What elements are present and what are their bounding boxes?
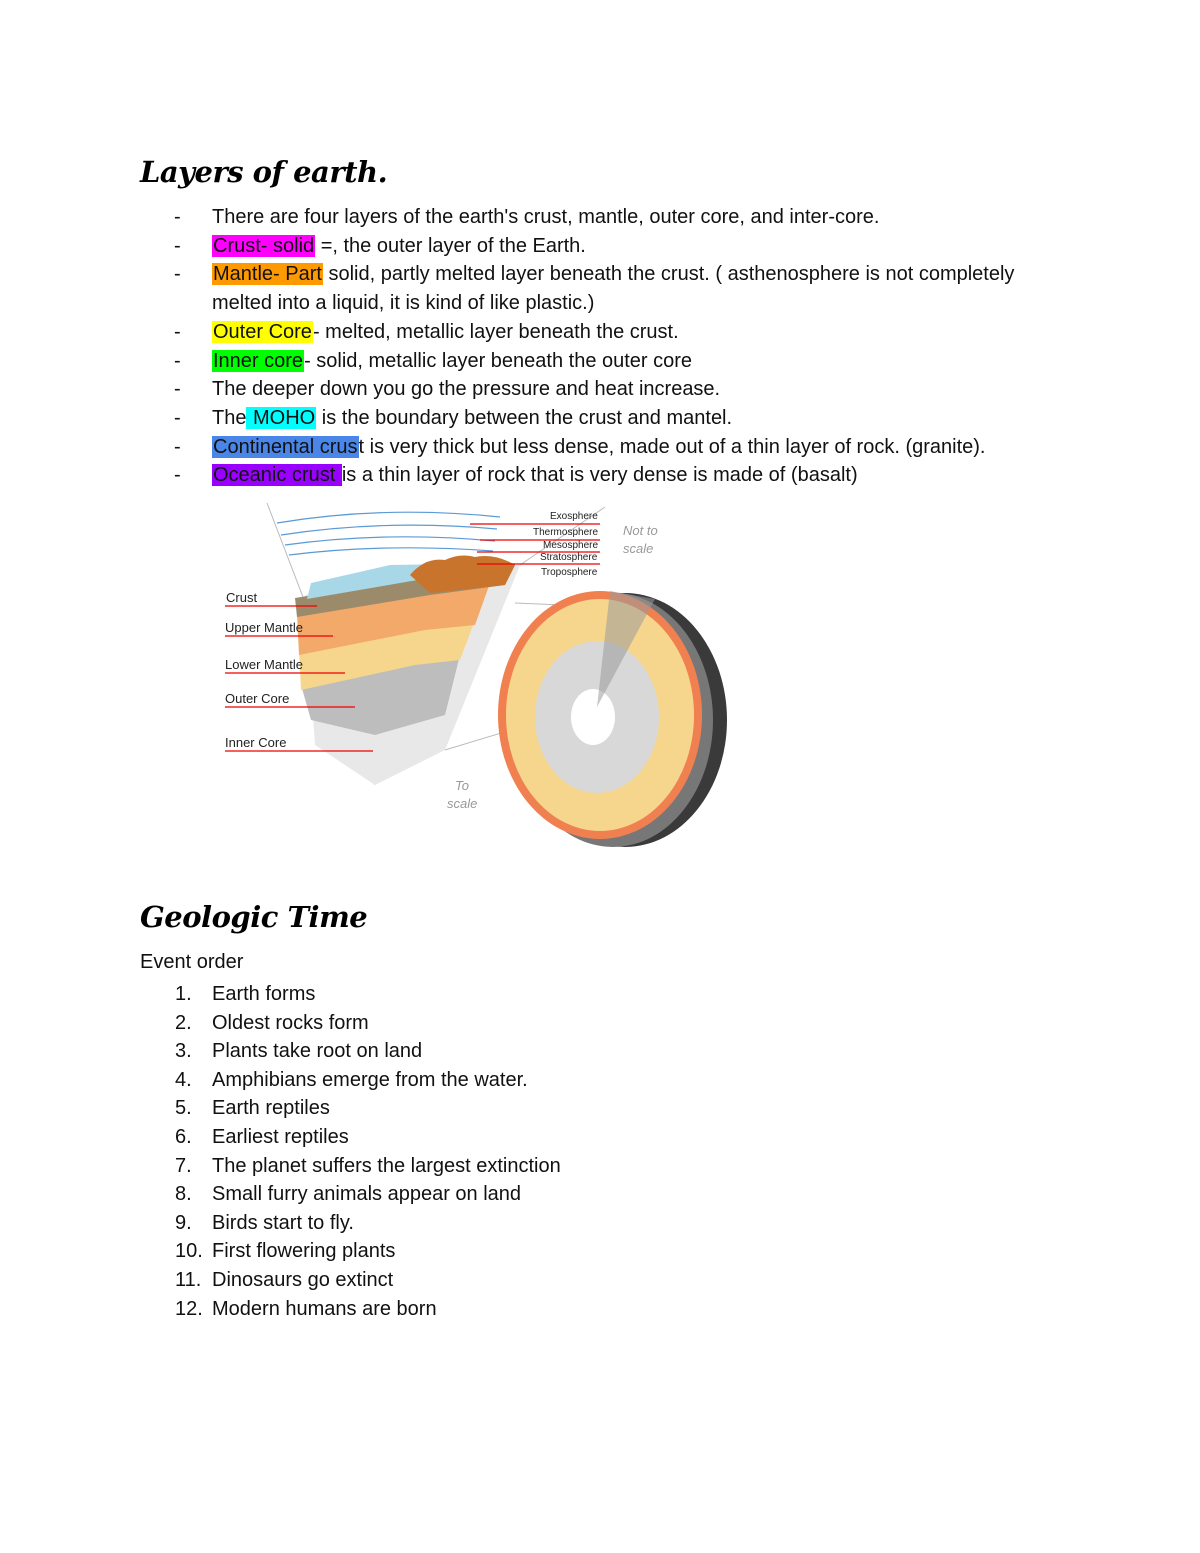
event-number: 3. [175, 1040, 192, 1063]
highlighted-term: MOHO [247, 406, 316, 429]
bullet-item [172, 232, 1072, 261]
bullet-item [172, 433, 1072, 462]
to-scale-line1: To [455, 778, 469, 793]
bullet-dash: - [174, 320, 181, 343]
bullet-item [172, 318, 1072, 347]
event-order-label: Event order [140, 951, 244, 973]
event-item [172, 1209, 872, 1238]
event-item [172, 1066, 872, 1095]
atmosphere-arc-2 [281, 525, 497, 535]
event-number: 10. [175, 1240, 203, 1263]
highlighted-term: Oceanic crust [213, 464, 341, 487]
bullet-item [172, 461, 1072, 490]
bullet-item [172, 203, 1072, 232]
layer-label-upper-mantle: Upper Mantle [225, 620, 304, 635]
event-number: 1. [175, 983, 192, 1005]
bullet-text: There are four layers of the earth's crust, mantle, outer core, and inter-core. [212, 206, 880, 228]
event-item [172, 1295, 872, 1324]
bullet-dash: - [174, 349, 181, 372]
event-number: 6. [175, 1125, 192, 1148]
to-scale-line2: scale [447, 796, 478, 811]
bullet-dash: - [174, 464, 181, 487]
event-number: 2. [175, 1011, 192, 1034]
event-number: 12. [175, 1297, 203, 1320]
highlighted-term: Outer Core [213, 320, 312, 343]
bullet-text: is a thin layer of rock that is very dense is made of (basalt) [341, 464, 858, 487]
not-to-scale-line1: Not to [623, 523, 658, 538]
atmosphere-label-troposphere: Troposphere [541, 567, 598, 578]
event-number: 4. [175, 1068, 192, 1091]
bullet-text: is the boundary between the crust and mantel. [316, 406, 733, 429]
bullet-prefix: The [212, 406, 247, 429]
layer-label-lower-mantle: Lower Mantle [225, 657, 304, 672]
event-text: Earliest reptiles [212, 1125, 349, 1148]
highlighted-term: Mantle- Part [213, 263, 322, 286]
event-item [172, 1094, 872, 1123]
bullet-dash: - [174, 234, 181, 257]
events-numbered-list [172, 980, 872, 1323]
event-text: Birds start to fly. [212, 1211, 354, 1234]
event-item [172, 1037, 872, 1066]
highlighted-term: Crust- solid [213, 234, 315, 257]
bullet-text: The deeper down you go the pressure and heat increase. [212, 378, 721, 401]
atmosphere-arc-1 [277, 512, 500, 523]
layers-bullet-list [172, 203, 1072, 490]
event-text: Oldest rocks form [212, 1011, 369, 1034]
event-number: 5. [175, 1097, 192, 1120]
bullet-dash: - [174, 378, 181, 401]
event-item [172, 1180, 872, 1209]
event-text: Dinosaurs go extinct [212, 1268, 394, 1291]
layer-label-outer-core: Outer Core [225, 691, 290, 706]
atmosphere-arc-4 [289, 548, 493, 555]
event-item [172, 1009, 872, 1038]
highlighted-term: Continental crus [213, 435, 358, 458]
bullet-text: =, the outer layer of the Earth. [315, 234, 586, 257]
bullet-dash: - [174, 263, 181, 286]
event-item [172, 980, 872, 1009]
event-text: Earth reptiles [212, 1097, 330, 1120]
bullet-dash: - [174, 206, 181, 228]
bullet-item [172, 260, 1072, 317]
event-text: Small furry animals appear on land [212, 1183, 522, 1206]
event-number: 9. [175, 1211, 192, 1234]
atmosphere-label-exosphere: Exosphere [550, 511, 598, 522]
layer-label-crust: Crust [226, 590, 258, 605]
highlighted-term: Inner core [213, 349, 304, 372]
event-item [172, 1123, 872, 1152]
section-title-layers: Layers of earth. [140, 155, 388, 189]
earth-layers-svg [215, 495, 745, 855]
not-to-scale-line2: scale [623, 541, 654, 556]
event-number: 8. [175, 1183, 192, 1206]
bullet-item [172, 404, 1072, 433]
atmosphere-label-thermosphere: Thermosphere [533, 527, 599, 538]
event-text: Amphibians emerge from the water. [212, 1068, 528, 1091]
globe-inner-core [571, 689, 615, 745]
bullet-dash: - [174, 435, 181, 458]
atmosphere-label-stratosphere: Stratosphere [540, 552, 598, 563]
event-text: The planet suffers the largest extinction [212, 1154, 561, 1177]
event-text: First flowering plants [212, 1240, 396, 1263]
bullet-item [172, 347, 1072, 376]
bullet-dash: - [174, 406, 181, 429]
event-item [172, 1152, 872, 1181]
event-text: Earth forms [212, 983, 316, 1005]
bullet-text: - solid, metallic layer beneath the outer core [304, 349, 693, 372]
earth-layers-diagram [215, 495, 745, 855]
atmosphere-arc-3 [285, 537, 495, 545]
bullet-text: - melted, metallic layer beneath the crust. [312, 320, 679, 343]
bullet-text: t is very thick but less dense, made out of a thin layer of rock. (granite). [358, 435, 986, 458]
event-item [172, 1266, 872, 1295]
section-title-geologic-time: Geologic Time [140, 900, 368, 934]
layer-label-inner-core: Inner Core [225, 735, 287, 750]
event-number: 7. [175, 1154, 192, 1177]
event-number: 11. [175, 1268, 202, 1291]
event-text: Plants take root on land [212, 1040, 423, 1063]
atmosphere-label-mesosphere: Mesosphere [543, 540, 599, 551]
event-item [172, 1237, 872, 1266]
bullet-item [172, 375, 1072, 404]
event-text: Modern humans are born [212, 1297, 437, 1320]
bullet-text: solid, partly melted layer beneath the crust. ( asthenosphere is not completely melted into a liquid, it is kind of like plastic.) [212, 263, 1015, 315]
